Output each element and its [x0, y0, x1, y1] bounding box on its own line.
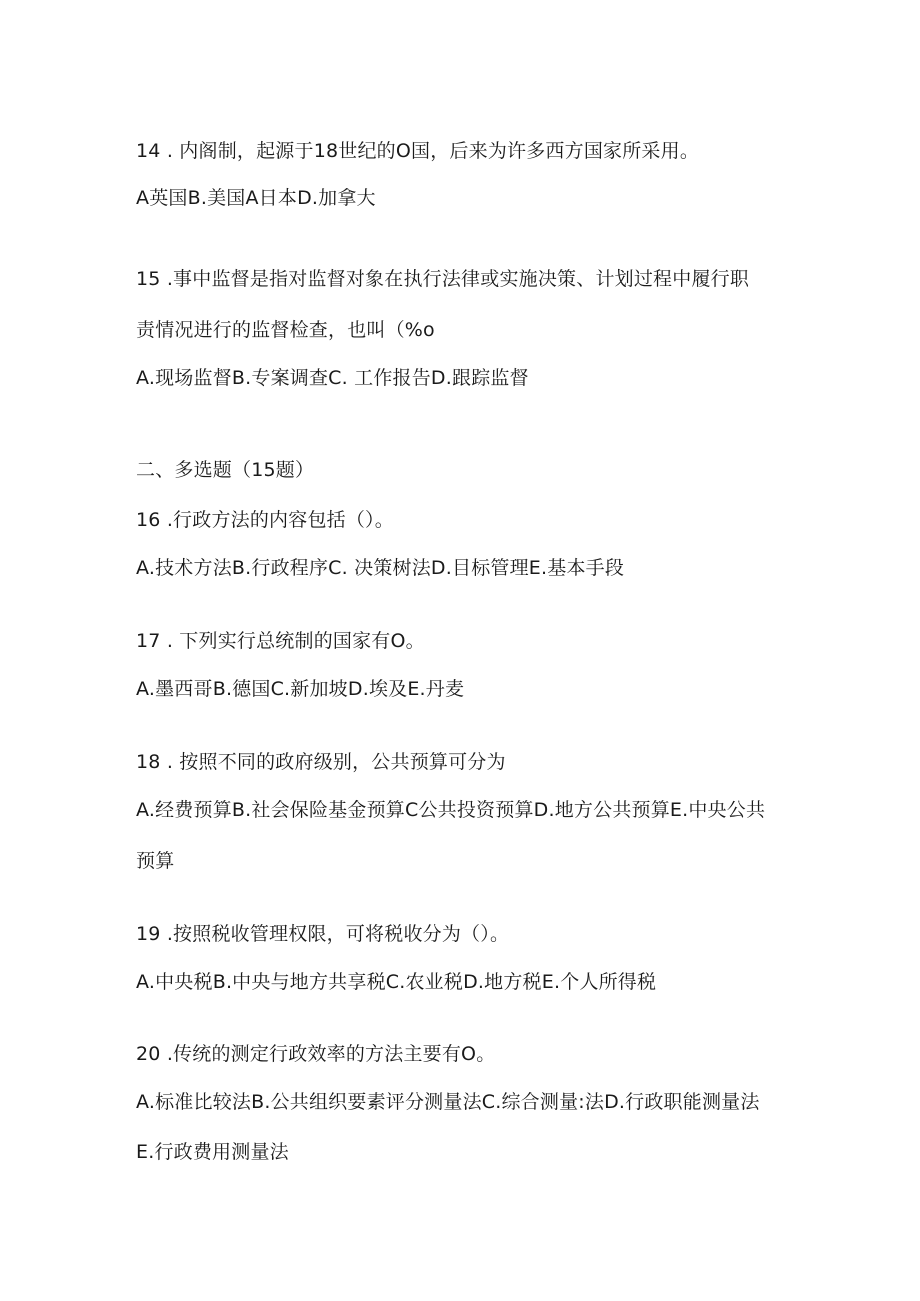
- question-17-options: A.墨西哥B.德国C.新加坡D.埃及E.丹麦: [136, 678, 465, 700]
- section-heading-multiple-choice: 二、多选题（15题）: [136, 459, 315, 481]
- question-19-text: 19 .按照税收管理权限，可将税收分为（）。: [136, 923, 510, 945]
- question-20-options-line-1: A.标准比较法B.公共组织要素评分测量法C.综合测量:法D.行政职能测量法: [136, 1091, 760, 1113]
- question-18-options-line-1: A.经费预算B.社会保险基金预算C公共投资预算D.地方公共预算E.中央公共: [136, 799, 766, 821]
- question-15-options: A.现场监督B.专案调查C. 工作报告D.跟踪监督: [136, 367, 529, 389]
- question-20-text: 20 .传统的测定行政效率的方法主要有O。: [136, 1043, 496, 1065]
- question-16-text: 16 .行政方法的内容包括（）。: [136, 509, 394, 531]
- question-16-options: A.技术方法B.行政程序C. 决策树法D.目标管理E.基本手段: [136, 557, 625, 579]
- question-14-text: 14 . 内阁制，起源于18世纪的O国，后来为许多西方国家所采用。: [136, 140, 700, 162]
- question-18-text: 18 . 按照不同的政府级别，公共预算可分为: [136, 751, 506, 773]
- question-19-options: A.中央税B.中央与地方共享税C.农业税D.地方税E.个人所得税: [136, 971, 657, 993]
- question-15-text-line-2: 责情况进行的监督检查，也叫（%o: [136, 319, 435, 341]
- question-15-text-line-1: 15 .事中监督是指对监督对象在执行法律或实施决策、计划过程中履行职: [136, 268, 750, 290]
- question-20-options-line-2: E.行政费用测量法: [136, 1141, 289, 1163]
- question-18-options-line-2: 预算: [136, 850, 175, 872]
- question-14-options: A英国B.美国A日本D.加拿大: [136, 187, 376, 209]
- question-17-text: 17 . 下列实行总统制的国家有O。: [136, 630, 425, 652]
